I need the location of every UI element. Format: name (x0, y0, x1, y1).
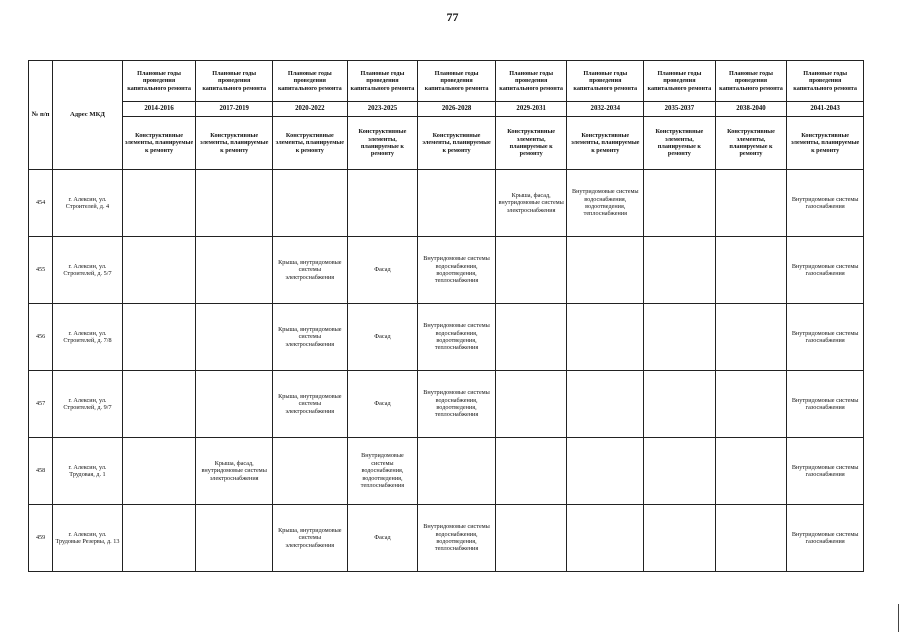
period-title: Плановые годы проведения капитального ремонта (347, 61, 418, 102)
repair-elements-cell: Внутридомовые системы водоснабжения, водоотведения, теплоснабжения (418, 237, 496, 304)
row-number: 455 (29, 237, 53, 304)
table-row (29, 170, 864, 237)
period-years: 2014-2016 (122, 102, 196, 117)
row-address: г. Алексин, ул. Строителей, д. 7/8 (53, 304, 123, 371)
period-elements-label: Конструктивные элементы, планируемые к ремонту (644, 117, 716, 170)
repair-elements-cell (715, 438, 787, 505)
row-address: г. Алексин, ул. Строителей, д. 4 (53, 170, 123, 237)
period-title: Плановые годы проведения капитального ремонта (495, 61, 567, 102)
repair-elements-cell: Внутридомовые системы газоснабжения (787, 304, 864, 371)
repair-elements-cell (644, 505, 716, 572)
repair-elements-cell (567, 505, 644, 572)
row-number: 458 (29, 438, 53, 505)
table-row (29, 438, 864, 505)
period-elements-label: Конструктивные элементы, планируемые к ремонту (122, 117, 196, 170)
row-number: 459 (29, 505, 53, 572)
repair-elements-cell: Крыша, внутридомовые системы электроснабжения (273, 237, 348, 304)
repair-elements-cell (715, 371, 787, 438)
row-address: г. Алексин, ул. Строителей, д. 5/7 (53, 237, 123, 304)
repair-elements-cell (196, 237, 273, 304)
repair-elements-cell: Внутридомовые системы водоснабжения, водоотведения, теплоснабжения (418, 505, 496, 572)
period-elements-label: Конструктивные элементы, планируемые к ремонту (787, 117, 864, 170)
repair-elements-cell (644, 438, 716, 505)
repair-elements-cell: Внутридомовые системы газоснабжения (787, 371, 864, 438)
period-elements-label: Конструктивные элементы, планируемые к ремонту (196, 117, 273, 170)
repair-elements-cell (418, 170, 496, 237)
repair-elements-cell: Внутридомовые системы водоснабжения, водоотведения, теплоснабжения (418, 304, 496, 371)
repair-elements-cell (196, 505, 273, 572)
scan-edge-mark (898, 604, 899, 632)
row-number: 454 (29, 170, 53, 237)
repair-elements-cell: Фасад (347, 505, 418, 572)
repair-elements-cell: Фасад (347, 237, 418, 304)
repair-elements-cell (196, 304, 273, 371)
period-title: Плановые годы проведения капитального ремонта (196, 61, 273, 102)
period-years: 2029-2031 (495, 102, 567, 117)
period-title: Плановые годы проведения капитального ремонта (715, 61, 787, 102)
row-address: г. Алексин, ул. Трудовая, д. 1 (53, 438, 123, 505)
repair-elements-cell (715, 237, 787, 304)
repair-elements-cell (644, 170, 716, 237)
repair-elements-cell (567, 438, 644, 505)
period-title: Плановые годы проведения капитального ремонта (418, 61, 496, 102)
table-row (29, 371, 864, 438)
repair-elements-cell (418, 438, 496, 505)
repair-elements-cell (644, 371, 716, 438)
table-row (29, 505, 864, 572)
repair-elements-cell: Внутридомовые системы водоснабжения, водоотведения, теплоснабжения (567, 170, 644, 237)
repair-elements-cell (122, 438, 196, 505)
repair-elements-cell: Внутридомовые системы водоснабжения, водоотведения, теплоснабжения (418, 371, 496, 438)
repair-elements-cell (122, 371, 196, 438)
repair-elements-cell: Крыша, фасад, внутридомовые системы электроснабжения (495, 170, 567, 237)
period-years: 2017-2019 (196, 102, 273, 117)
repair-elements-cell: Внутридомовые системы газоснабжения (787, 170, 864, 237)
repair-elements-cell (567, 304, 644, 371)
repair-elements-cell (495, 304, 567, 371)
header-row-elements (29, 117, 864, 170)
period-years: 2035-2037 (644, 102, 716, 117)
period-elements-label: Конструктивные элементы, планируемые к ремонту (715, 117, 787, 170)
repair-elements-cell (273, 170, 348, 237)
repair-elements-cell: Внутридомовые системы газоснабжения (787, 237, 864, 304)
repair-elements-cell: Фасад (347, 371, 418, 438)
header-row-years (29, 102, 864, 117)
repair-elements-cell (715, 304, 787, 371)
repair-elements-cell (715, 505, 787, 572)
repair-elements-cell: Фасад (347, 304, 418, 371)
row-address: г. Алексин, ул. Трудовые Резервы, д. 13 (53, 505, 123, 572)
period-title: Плановые годы проведения капитального ремонта (122, 61, 196, 102)
repair-elements-cell (495, 371, 567, 438)
table-row (29, 237, 864, 304)
repair-elements-cell (495, 505, 567, 572)
period-elements-label: Конструктивные элементы, планируемые к ремонту (567, 117, 644, 170)
column-header-address: Адрес МКД (53, 61, 123, 170)
repair-elements-cell (122, 237, 196, 304)
repair-elements-cell (122, 304, 196, 371)
repair-elements-cell (715, 170, 787, 237)
period-years: 2026-2028 (418, 102, 496, 117)
repair-elements-cell: Внутридомовые системы газоснабжения (787, 438, 864, 505)
repair-elements-cell (567, 371, 644, 438)
period-years: 2038-2040 (715, 102, 787, 117)
row-number: 457 (29, 371, 53, 438)
period-title: Плановые годы проведения капитального ремонта (273, 61, 348, 102)
repair-elements-cell: Внутридомовые системы водоснабжения, водоотведения, теплоснабжения (347, 438, 418, 505)
capital-repair-plan-table (28, 60, 864, 572)
repair-elements-cell (644, 304, 716, 371)
period-elements-label: Конструктивные элементы, планируемые к ремонту (347, 117, 418, 170)
repair-elements-cell (347, 170, 418, 237)
page-number: 77 (446, 10, 459, 24)
repair-elements-cell (567, 237, 644, 304)
repair-elements-cell (122, 505, 196, 572)
period-elements-label: Конструктивные элементы, планируемые к ремонту (495, 117, 567, 170)
repair-elements-cell (495, 438, 567, 505)
period-years: 2032-2034 (567, 102, 644, 117)
repair-elements-cell: Крыша, внутридомовые системы электроснабжения (273, 371, 348, 438)
period-years: 2041-2043 (787, 102, 864, 117)
table-row (29, 304, 864, 371)
period-title: Плановые годы проведения капитального ремонта (567, 61, 644, 102)
repair-elements-cell (122, 170, 196, 237)
repair-elements-cell (644, 237, 716, 304)
row-number: 456 (29, 304, 53, 371)
repair-elements-cell: Крыша, внутридомовые системы электроснабжения (273, 304, 348, 371)
period-title: Плановые годы проведения капитального ремонта (644, 61, 716, 102)
period-title: Плановые годы проведения капитального ремонта (787, 61, 864, 102)
row-address: г. Алексин, ул. Строителей, д. 9/7 (53, 371, 123, 438)
period-elements-label: Конструктивные элементы, планируемые к ремонту (273, 117, 348, 170)
column-header-number: № п/п (29, 61, 53, 170)
header-row-titles (29, 61, 864, 102)
repair-elements-cell: Крыша, внутридомовые системы электроснабжения (273, 505, 348, 572)
period-years: 2023-2025 (347, 102, 418, 117)
repair-elements-cell: Внутридомовые системы газоснабжения (787, 505, 864, 572)
repair-elements-cell: Крыша, фасад, внутридомовые системы электроснабжения (196, 438, 273, 505)
period-years: 2020-2022 (273, 102, 348, 117)
repair-elements-cell (196, 371, 273, 438)
repair-elements-cell (495, 237, 567, 304)
repair-elements-cell (196, 170, 273, 237)
period-elements-label: Конструктивные элементы, планируемые к ремонту (418, 117, 496, 170)
repair-elements-cell (273, 438, 348, 505)
